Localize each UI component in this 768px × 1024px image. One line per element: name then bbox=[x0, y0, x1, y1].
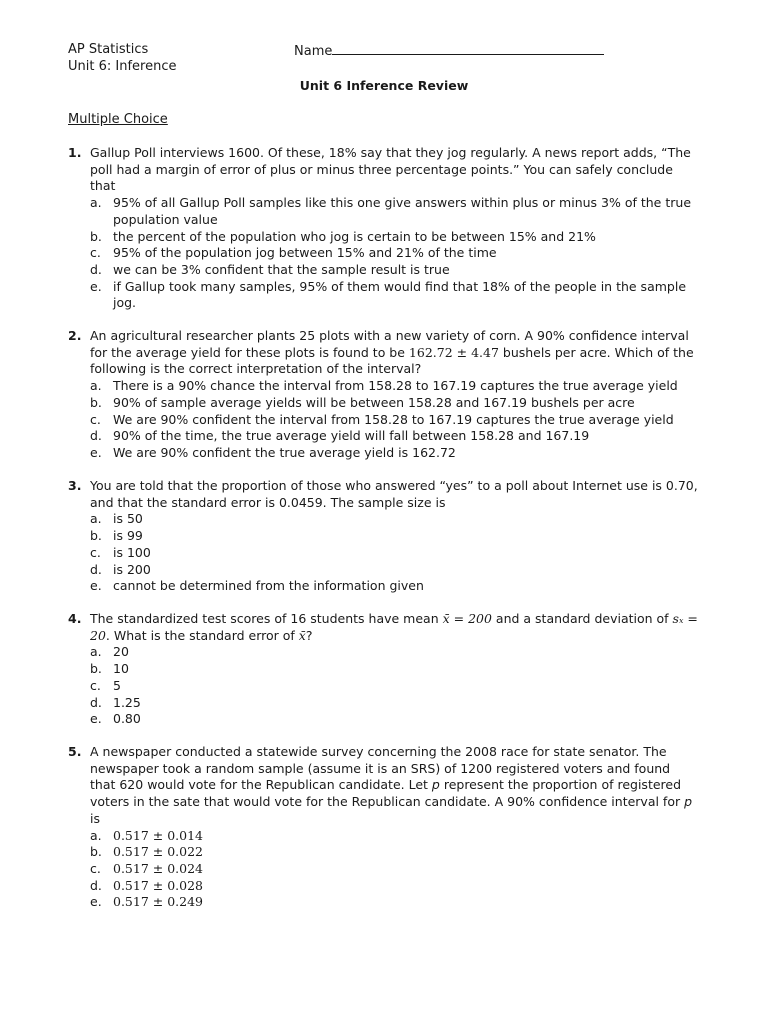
answer-option bbox=[68, 678, 698, 695]
question-text bbox=[90, 611, 698, 644]
option-letter: c. bbox=[90, 411, 101, 427]
answer-option bbox=[68, 195, 698, 228]
question-stem bbox=[68, 328, 698, 378]
option-letter: b. bbox=[90, 528, 102, 544]
answer-option bbox=[68, 644, 698, 661]
answer-option bbox=[68, 562, 698, 579]
question-number: 3. bbox=[68, 478, 82, 493]
option-text: is 50 bbox=[113, 511, 143, 527]
answer-option bbox=[68, 545, 698, 562]
option-text: if Gallup took many samples, 95% of them would find that 18% of the people in the sample jog. bbox=[113, 278, 687, 311]
course-header bbox=[68, 41, 176, 75]
option-text: We are 90% confident the interval from 158.28 to 167.19 captures the true average yield bbox=[113, 411, 674, 427]
option-text: 10 bbox=[113, 661, 129, 677]
confidence-interval-expression: 162.72 ± 4.47 bbox=[408, 344, 499, 360]
option-text: 1.25 bbox=[113, 694, 141, 710]
option-letter: e. bbox=[90, 711, 102, 727]
answer-option bbox=[68, 528, 698, 545]
option-letter: e. bbox=[90, 444, 102, 460]
question-number: 5. bbox=[68, 744, 82, 759]
name-field bbox=[294, 41, 604, 60]
answer-option bbox=[68, 894, 698, 911]
option-letter: a. bbox=[90, 195, 102, 211]
option-text: 20 bbox=[113, 644, 129, 660]
option-text: There is a 90% chance the interval from 158.28 to 167.19 captures the true average yield bbox=[113, 378, 678, 394]
answer-option bbox=[68, 578, 698, 595]
answer-option bbox=[68, 878, 698, 895]
answer-option bbox=[68, 861, 698, 878]
option-letter: d. bbox=[90, 877, 102, 893]
page-title: Unit 6 Inference Review bbox=[299, 78, 469, 93]
option-letter: c. bbox=[90, 544, 101, 560]
stem-text-part: ? bbox=[305, 627, 313, 643]
stem-text-part: The standardized test scores of 16 students have mean bbox=[90, 611, 443, 626]
answer-option bbox=[68, 262, 698, 279]
variable-p: p bbox=[431, 777, 440, 793]
answer-option bbox=[68, 245, 698, 262]
question-text: Gallup Poll interviews 1600. Of these, 18% say that they jog regularly. A news report adds, “The poll had a margin of error of plus or minus three percentage points.” You can safely conclude that bbox=[90, 145, 691, 194]
stem-text-part: A newspaper conducted a statewide survey concerning the 2008 race for state senator. The newspaper took a random sample (assume it is an SRS) of 1200 registered voters and found that 620 would vote for the Republican candidate. Let bbox=[90, 744, 671, 793]
question-4 bbox=[68, 611, 698, 728]
stem-text-part: An agricultural researcher plants 25 plots with a new variety of corn. A 90% confidence interval for the average yield for these plots is found to be bbox=[90, 328, 689, 360]
option-text: the percent of the population who jog is certain to be between 15% and 21% bbox=[113, 228, 596, 244]
question-stem bbox=[68, 478, 698, 511]
answer-option bbox=[68, 695, 698, 712]
option-letter: d. bbox=[90, 561, 102, 577]
standard-deviation-expression: sₓ = 20 bbox=[90, 611, 698, 643]
stem-text-part: bushels per acre. Which of the following is the correct interpretation of the interval? bbox=[90, 344, 694, 377]
option-text: 90% of sample average yields will be between 158.28 and 167.19 bushels per acre bbox=[113, 394, 635, 410]
answer-option bbox=[68, 378, 698, 395]
course-name: AP Statistics bbox=[68, 42, 149, 57]
option-text: is 200 bbox=[113, 561, 151, 577]
question-1 bbox=[68, 145, 698, 312]
option-text: We are 90% confident the true average yield is 162.72 bbox=[113, 444, 456, 460]
question-stem bbox=[68, 744, 698, 828]
option-text: 0.517 ± 0.249 bbox=[113, 894, 203, 910]
option-letter: c. bbox=[90, 677, 101, 693]
question-text: You are told that the proportion of those who answered “yes” to a poll about Internet use is 0.70, and that the standard error is 0.0459. The sample size is bbox=[90, 478, 698, 510]
question-stem bbox=[68, 611, 698, 644]
option-text: we can be 3% confident that the sample result is true bbox=[113, 261, 450, 277]
answer-option bbox=[68, 661, 698, 678]
option-letter: b. bbox=[90, 661, 102, 677]
stem-text-part: is bbox=[90, 810, 100, 826]
question-2 bbox=[68, 328, 698, 462]
option-text: cannot be determined from the information given bbox=[113, 578, 424, 594]
option-letter: a. bbox=[90, 378, 102, 394]
option-letter: d. bbox=[90, 261, 102, 277]
answer-option bbox=[68, 445, 698, 462]
option-letter: e. bbox=[90, 578, 102, 594]
answer-option bbox=[68, 844, 698, 861]
question-5 bbox=[68, 744, 698, 911]
option-letter: a. bbox=[90, 827, 102, 843]
option-text: 0.80 bbox=[113, 711, 141, 727]
answer-option bbox=[68, 511, 698, 528]
question-text bbox=[90, 744, 698, 828]
option-letter: e. bbox=[90, 894, 102, 910]
answer-option bbox=[68, 428, 698, 445]
option-text: 0.517 ± 0.014 bbox=[113, 827, 203, 843]
option-letter: c. bbox=[90, 860, 101, 876]
answer-option bbox=[68, 711, 698, 728]
answer-option bbox=[68, 828, 698, 845]
option-letter: b. bbox=[90, 228, 102, 244]
variable-p: p bbox=[684, 794, 693, 810]
answer-option bbox=[68, 395, 698, 412]
option-text: 90% of the time, the true average yield will fall between 158.28 and 167.19 bbox=[113, 428, 590, 444]
stem-text-part: . What is the standard error of bbox=[105, 627, 299, 643]
stem-text-part: represent the proportion of registered voters in the sate that would vote for the Republican candidate. A 90% confidence interval for bbox=[90, 777, 685, 810]
sample-mean-expression: x̄ = 200 bbox=[442, 611, 492, 626]
option-letter: c. bbox=[90, 245, 101, 261]
option-text: is 100 bbox=[113, 544, 151, 560]
option-text: 95% of all Gallup Poll samples like this one give answers within plus or minus 3% of the true population value bbox=[113, 195, 692, 227]
stem-text-part: and a standard deviation of bbox=[491, 611, 673, 626]
question-3 bbox=[68, 478, 698, 595]
option-letter: a. bbox=[90, 644, 102, 660]
option-letter: e. bbox=[90, 278, 102, 294]
name-blank-line bbox=[332, 41, 604, 55]
answer-option bbox=[68, 229, 698, 246]
answer-option bbox=[68, 279, 698, 312]
question-text bbox=[90, 328, 698, 378]
question-number: 1. bbox=[68, 145, 82, 160]
question-stem bbox=[68, 145, 698, 195]
option-letter: a. bbox=[90, 511, 102, 527]
option-text: 0.517 ± 0.024 bbox=[113, 860, 203, 876]
option-letter: d. bbox=[90, 428, 102, 444]
question-number: 2. bbox=[68, 328, 82, 343]
unit-name: Unit 6: Inference bbox=[68, 59, 177, 74]
x-bar-symbol: x̄ bbox=[298, 627, 306, 643]
option-letter: b. bbox=[90, 394, 102, 410]
option-text: 0.517 ± 0.022 bbox=[113, 844, 203, 860]
name-label: Name bbox=[294, 44, 333, 59]
section-heading: Multiple Choice bbox=[68, 112, 168, 127]
option-text: 95% of the population jog between 15% and 21% of the time bbox=[113, 245, 497, 261]
option-letter: b. bbox=[90, 844, 102, 860]
option-letter: d. bbox=[90, 694, 102, 710]
option-text: is 99 bbox=[113, 528, 143, 544]
option-text: 0.517 ± 0.028 bbox=[113, 877, 203, 893]
question-number: 4. bbox=[68, 611, 82, 626]
answer-option bbox=[68, 412, 698, 429]
option-text: 5 bbox=[113, 677, 121, 693]
